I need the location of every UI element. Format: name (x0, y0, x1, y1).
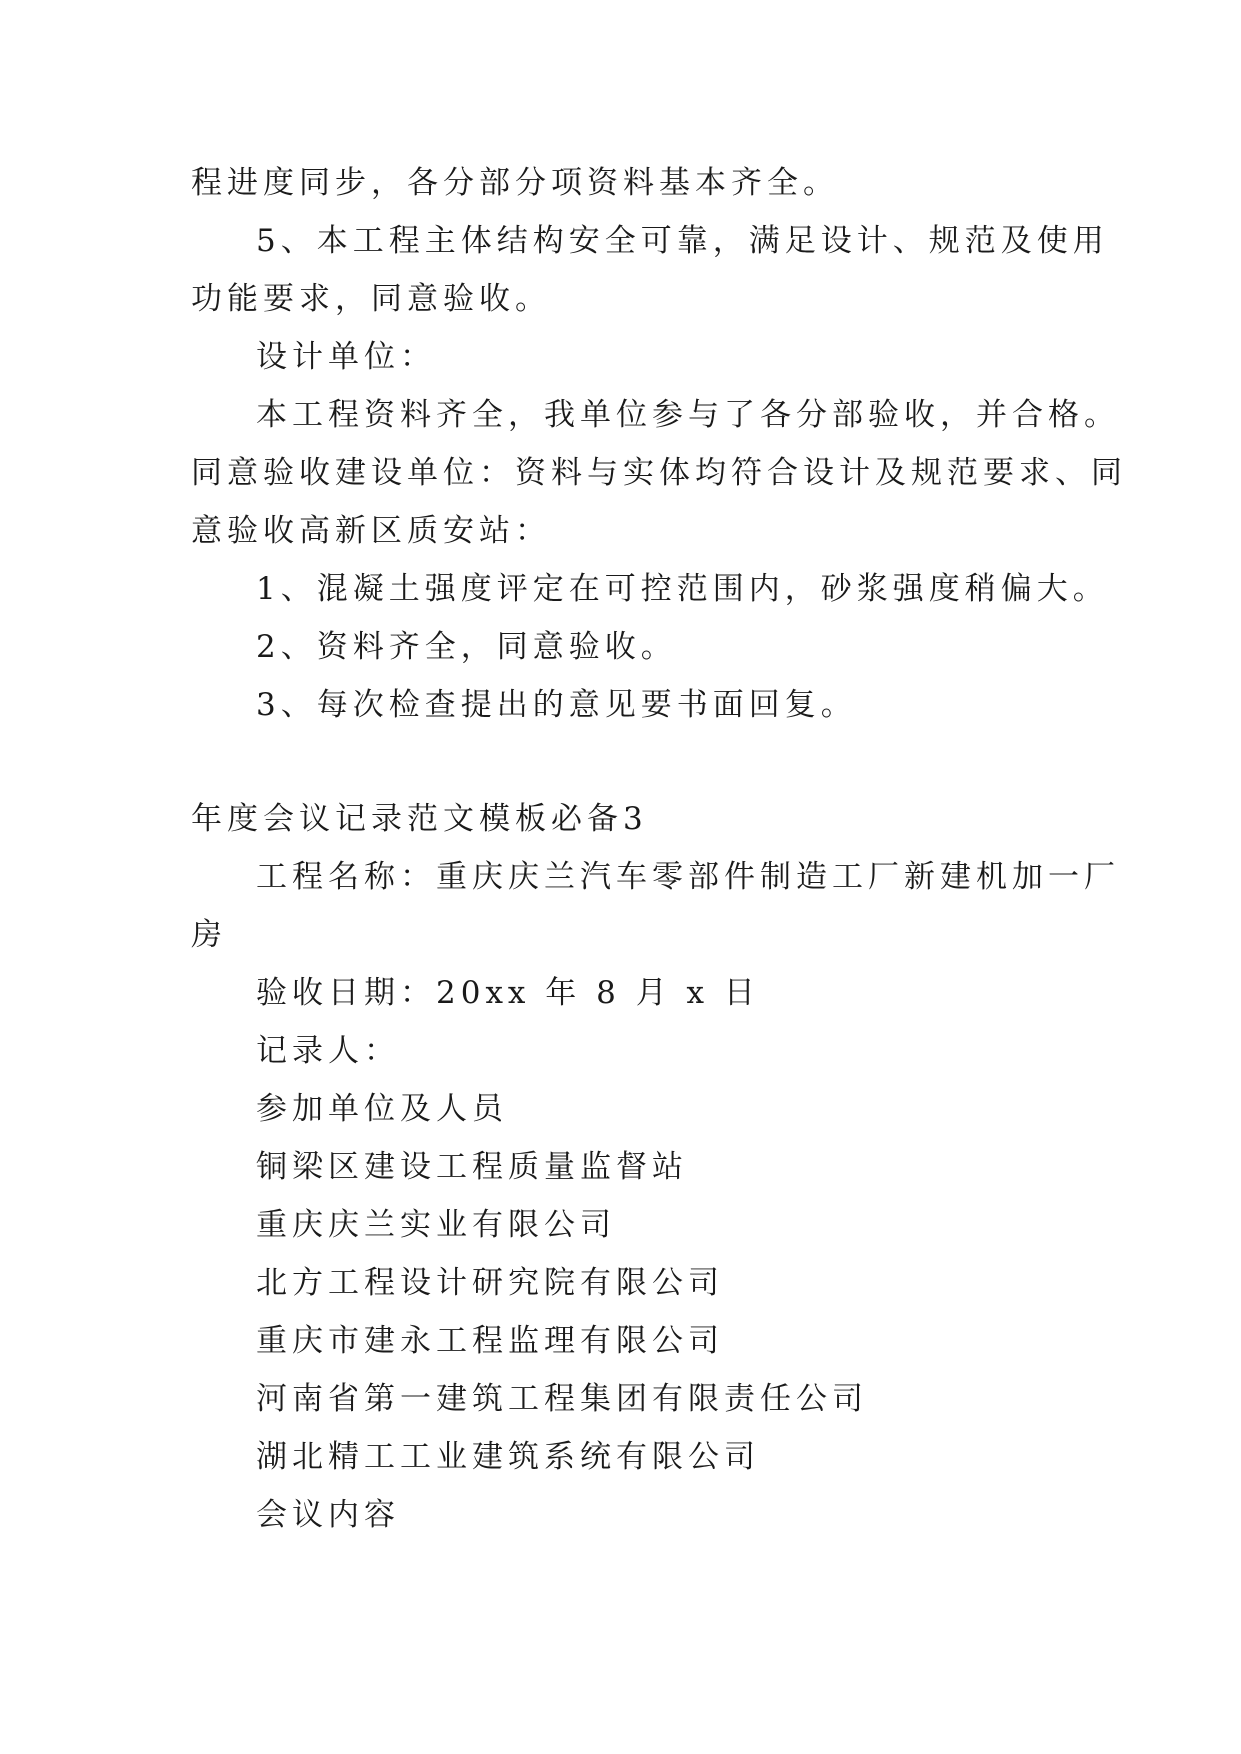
paragraph-line: 设计单位： (256, 339, 436, 375)
paragraph-line: 记录人： (256, 1033, 400, 1069)
section-heading: 年度会议记录范文模板必备3 (191, 801, 648, 837)
list-item: 河南省第一建筑工程集团有限责任公司 (256, 1381, 868, 1417)
list-item: 重庆庆兰实业有限公司 (256, 1207, 616, 1243)
list-item: 3、每次检查提出的意见要书面回复。 (256, 687, 857, 723)
paragraph-line: 验收日期：20xx 年 8 月 x 日 (256, 975, 760, 1011)
list-item: 北方工程设计研究院有限公司 (256, 1265, 724, 1301)
list-item: 湖北精工工业建筑系统有限公司 (256, 1439, 760, 1475)
paragraph-line: 本工程资料齐全，我单位参与了各分部验收，并合格。 (256, 397, 1120, 433)
paragraph-line: 程进度同步，各分部分项资料基本齐全。 (191, 165, 839, 201)
paragraph-line: 同意验收建设单位：资料与实体均符合设计及规范要求、同 (191, 455, 1127, 491)
list-item: 重庆市建永工程监理有限公司 (256, 1323, 724, 1359)
paragraph-line: 功能要求，同意验收。 (191, 281, 551, 317)
paragraph-line: 工程名称：重庆庆兰汽车零部件制造工厂新建机加一厂 (256, 859, 1120, 895)
paragraph-line: 会议内容 (256, 1497, 400, 1533)
paragraph-line: 意验收高新区质安站： (191, 513, 551, 549)
paragraph-line: 5、本工程主体结构安全可靠，满足设计、规范及使用 (256, 223, 1109, 259)
paragraph-line: 房 (191, 917, 227, 953)
list-item: 2、资料齐全，同意验收。 (256, 629, 677, 665)
list-item: 1、混凝土强度评定在可控范围内，砂浆强度稍偏大。 (256, 571, 1109, 607)
list-item: 铜梁区建设工程质量监督站 (256, 1149, 688, 1185)
paragraph-line: 参加单位及人员 (256, 1091, 508, 1127)
